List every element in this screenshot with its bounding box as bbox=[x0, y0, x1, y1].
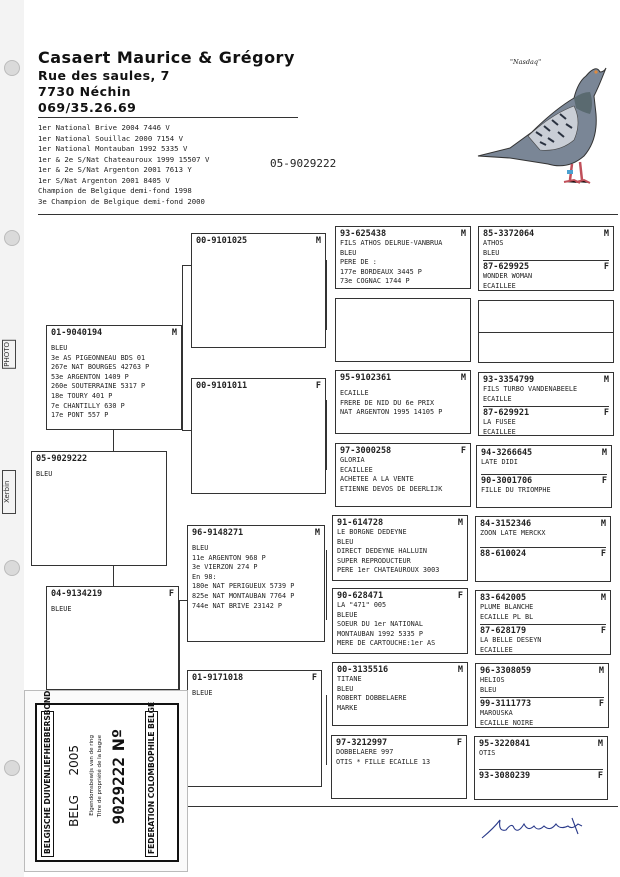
pigeon-detail: BLEU bbox=[192, 544, 209, 552]
ring-number: 00-9101011 bbox=[196, 381, 248, 391]
ring-number: 99-3111773 bbox=[480, 699, 532, 710]
pigeon-detail: En 98: bbox=[192, 572, 217, 581]
pigeon-detail: 180e NAT PERIGUEUX 5739 P bbox=[192, 582, 295, 591]
achievement-item: Champion de Belgique demi-fond 1998 bbox=[38, 186, 192, 195]
sex-marker: F bbox=[600, 548, 606, 559]
ring-number: 94-3266645 bbox=[481, 448, 533, 458]
pigeon-detail: ECAILLEE bbox=[480, 645, 513, 654]
connector bbox=[182, 265, 191, 266]
owner-header bbox=[38, 48, 295, 115]
org-name-dutch: BELGISCHE DUIVENLIEFHEBBERSBOND bbox=[41, 711, 54, 857]
punch-hole bbox=[4, 560, 20, 576]
pigeon-detail: 73e COGNAC 1744 P bbox=[340, 277, 410, 286]
binder-strip bbox=[0, 0, 24, 877]
pigeon-detail: 3e VIERZON 274 P bbox=[192, 563, 258, 572]
owner-street: Rue des saules, 7 bbox=[38, 68, 170, 83]
owner-phone: 069/35.26.69 bbox=[38, 100, 137, 115]
connector bbox=[182, 430, 191, 431]
photo-caption: "Nasdaq" bbox=[510, 58, 542, 66]
ring-number: 97-3212997 bbox=[336, 738, 388, 748]
pigeon-detail: 3e AS PIGEONNEAU BDS 01 bbox=[51, 353, 146, 362]
ring-number: 04-9134219 bbox=[51, 589, 103, 599]
ring-number: 88-610024 bbox=[480, 548, 527, 559]
pedigree-card-g5-pair[interactable] bbox=[475, 516, 611, 582]
pigeon-detail: FRERE DE NID DU 6e PRIX bbox=[340, 398, 435, 407]
pigeon-detail: ATHOS bbox=[483, 239, 504, 247]
pigeon-detail: OTIS * FILLE ECAILLE 13 bbox=[336, 757, 431, 766]
pigeon-detail: NAT ARGENTON 1995 14105 P bbox=[340, 408, 443, 417]
ring-number: 90-3001706 bbox=[481, 475, 533, 486]
sex-marker: F bbox=[601, 475, 607, 486]
ring-certificate bbox=[35, 690, 179, 862]
ring-number: 01-9171018 bbox=[192, 673, 244, 683]
pigeon-detail: ECAILLE PL BL bbox=[480, 612, 534, 621]
pedigree-card-g5-pair[interactable] bbox=[478, 300, 614, 363]
sex-marker: F bbox=[460, 446, 466, 456]
sex-marker: F bbox=[600, 626, 606, 637]
pigeon-detail: HELIOS bbox=[480, 676, 505, 684]
pedigree-card-ddd[interactable] bbox=[331, 735, 467, 799]
ring-number: 84-3152346 bbox=[480, 519, 532, 529]
achievement-item: 1er National Souillac 2000 7154 V bbox=[38, 133, 183, 143]
pigeon-detail: 825e NAT MONTAUBAN 7764 P bbox=[192, 591, 295, 600]
achievement-item: 1er National Brive 2004 7446 V bbox=[38, 123, 170, 132]
pigeon-detail: ECAILLEE bbox=[483, 281, 516, 290]
pedigree-card-sire-sire[interactable] bbox=[191, 233, 326, 348]
pigeon-detail: ECAILLEE bbox=[483, 427, 516, 436]
connector bbox=[326, 695, 327, 765]
pedigree-card-dsd[interactable] bbox=[332, 588, 468, 654]
pigeon-detail: BLEU bbox=[36, 470, 53, 478]
pigeon-detail: PERE 1er CHATEAUROUX 3003 bbox=[337, 566, 440, 575]
ring-note-dutch: Eigendomsbewijs van de ring bbox=[89, 735, 95, 816]
sex-marker: F bbox=[597, 770, 603, 781]
ring-number: 93-3354799 bbox=[483, 375, 535, 385]
punch-hole bbox=[4, 760, 20, 776]
achievement-item: 3e Champion de Belgique demi-fond 2000 bbox=[38, 196, 205, 206]
pigeon-detail: FILS ATHOS DELRUE-VANBRUA bbox=[340, 239, 443, 247]
pigeon-detail: PLUME BLANCHE bbox=[480, 603, 534, 611]
pigeon-detail: DIRECT DEDEYNE HALLUIN bbox=[337, 547, 428, 556]
pigeon-detail: OTIS bbox=[479, 749, 496, 757]
connector bbox=[326, 400, 327, 470]
ring-number: 96-3308059 bbox=[480, 666, 532, 676]
pigeon-detail: 18e TOURY 401 P bbox=[51, 391, 113, 400]
pigeon-detail: 744e NAT BRIVE 23142 P bbox=[192, 601, 283, 610]
ring-number: 95-9102361 bbox=[340, 373, 392, 383]
sex-marker: F bbox=[315, 381, 321, 391]
pedigree-card-ssd[interactable] bbox=[335, 298, 471, 362]
pigeon-detail: MARKE bbox=[337, 703, 358, 712]
ring-number-large: 9029222 bbox=[109, 757, 128, 825]
ring-note-french: Titre de propriété de la bague bbox=[97, 735, 103, 818]
pedigree-card-sds[interactable] bbox=[335, 370, 471, 434]
pigeon-detail: LA "471" 005 bbox=[337, 601, 387, 609]
pedigree-card-sss[interactable] bbox=[335, 226, 471, 289]
ring-number: 95-3220841 bbox=[479, 739, 531, 749]
sex-marker: M bbox=[597, 739, 603, 749]
pigeon-detail: FILLE DU TRIOMPHE bbox=[481, 485, 551, 494]
sex-marker: F bbox=[311, 673, 317, 683]
ring-number: 00-9101025 bbox=[196, 236, 248, 246]
connector bbox=[326, 260, 327, 330]
punch-hole bbox=[4, 230, 20, 246]
pedigree-card-sire[interactable] bbox=[46, 325, 182, 430]
pigeon-icon bbox=[470, 52, 618, 192]
achievement-list bbox=[38, 123, 209, 207]
sex-marker: F bbox=[457, 591, 463, 601]
pigeon-detail: DOBBELAERE 997 bbox=[336, 748, 394, 756]
pigeon-detail: MAROUSKA bbox=[480, 709, 513, 718]
pigeon-detail: MERE DE CARTOUCHE:1er AS bbox=[337, 639, 436, 648]
ring-number: 96-9148271 bbox=[192, 528, 244, 538]
ring-number: 05-9029222 bbox=[36, 454, 88, 464]
pigeon-detail: SOEUR DU 1er NATIONAL bbox=[337, 620, 423, 629]
sex-marker: M bbox=[314, 528, 320, 538]
pigeon-detail: FILS TURBO VANDENABEELE bbox=[483, 385, 578, 393]
ring-number: 87-629921 bbox=[483, 408, 530, 419]
pedigree-card-dss[interactable] bbox=[332, 515, 468, 581]
pedigree-card-g5-pair[interactable] bbox=[476, 445, 612, 508]
pedigree-card-g5-pair[interactable] bbox=[475, 663, 609, 728]
pedigree-card-g5-pair[interactable] bbox=[478, 226, 614, 291]
sex-marker: M bbox=[598, 666, 604, 676]
pigeon-detail: SUPER REPRODUCTEUR bbox=[337, 556, 411, 565]
signature bbox=[478, 812, 608, 842]
pigeon-detail: ETIENNE DEVOS DE DEERLIJK bbox=[340, 484, 443, 493]
pigeon-detail: LA BELLE DESEYN bbox=[480, 636, 542, 645]
ring-number: 91-614728 bbox=[337, 518, 384, 528]
achievement-item: 1er & 2e S/Nat Chateauroux 1999 15507 V bbox=[38, 154, 210, 164]
pigeon-detail: LA FUSEE bbox=[483, 418, 516, 427]
ring-number: 01-9040194 bbox=[51, 328, 103, 338]
connector bbox=[113, 430, 114, 451]
connector bbox=[113, 566, 114, 586]
pigeon-detail: ECAILLEE bbox=[340, 465, 373, 474]
sex-marker: M bbox=[315, 236, 321, 246]
pedigree-card-subject[interactable] bbox=[31, 451, 167, 566]
main-ring-number: 05-9029222 bbox=[270, 157, 337, 170]
pedigree-card-dam[interactable] bbox=[46, 586, 179, 690]
pigeon-detail: ECAILLE bbox=[340, 389, 369, 397]
pedigree-card-g5-pair[interactable] bbox=[478, 372, 614, 436]
pigeon-detail: ACHETEE A LA VENTE bbox=[340, 475, 414, 484]
sex-marker: M bbox=[601, 448, 607, 458]
pigeon-detail: BLEU bbox=[337, 684, 354, 693]
pigeon-detail: 260e SOUTERRAINE 5317 P bbox=[51, 382, 146, 391]
achievement-item: 1er & 2e S/Nat Argenton 2001 7613 Y bbox=[38, 165, 192, 174]
pedigree-top-rule bbox=[38, 214, 618, 215]
pigeon-detail: MONTAUBAN 1992 5335 P bbox=[337, 629, 423, 638]
ring-number: 97-3000258 bbox=[340, 446, 392, 456]
connector bbox=[179, 600, 187, 601]
side-mark-photo: PHOTO bbox=[2, 340, 16, 369]
sex-marker: M bbox=[603, 375, 609, 385]
pigeon-detail: BLEUE bbox=[51, 605, 72, 613]
pedigree-card-g5-pair[interactable] bbox=[475, 590, 611, 655]
pigeon-detail: 177e BORDEAUX 3445 P bbox=[340, 267, 422, 276]
pigeon-detail: BLEU bbox=[340, 248, 357, 257]
sex-marker: M bbox=[600, 593, 606, 603]
pigeon-detail: 7e CHANTILLY 630 P bbox=[51, 401, 125, 410]
pigeon-detail: BLEUE bbox=[337, 610, 358, 619]
pigeon-detail: LATE DIDI bbox=[481, 458, 518, 466]
pedigree-card-sdd[interactable] bbox=[335, 443, 471, 507]
ring-year: 2005 bbox=[67, 745, 81, 776]
pedigree-bottom-rule bbox=[188, 806, 618, 807]
ring-number-prefix: Nº bbox=[109, 729, 128, 752]
ring-ownership-card bbox=[24, 690, 188, 872]
sex-marker: M bbox=[171, 328, 177, 338]
pigeon-detail: 53e ARGENTON 1409 P bbox=[51, 372, 129, 381]
side-mark-signature: Xerbin bbox=[2, 470, 16, 514]
sex-marker: M bbox=[460, 373, 466, 383]
pedigree-card-dds[interactable] bbox=[332, 662, 468, 726]
sex-marker: M bbox=[600, 519, 606, 529]
pigeon-detail: BLEU bbox=[51, 344, 68, 352]
header-rule bbox=[38, 117, 298, 118]
sex-marker: F bbox=[603, 262, 609, 273]
owner-city: 7730 Néchin bbox=[38, 84, 132, 99]
pigeon-detail: PERE DE : bbox=[340, 258, 377, 267]
pigeon-detail: WONDER WOMAN bbox=[483, 272, 533, 281]
ring-number: 00-3135516 bbox=[337, 665, 389, 675]
ring-number: 90-628471 bbox=[337, 591, 384, 601]
owner-name: Casaert Maurice & Grégory bbox=[38, 48, 295, 67]
connector bbox=[326, 550, 327, 620]
pigeon-detail: TITANE bbox=[337, 675, 362, 683]
ring-number: 93-625438 bbox=[340, 229, 387, 239]
pigeon-detail: ROBERT DOBBELAERE bbox=[337, 694, 407, 703]
org-name-french: FEDERATION COLOMBOPHILE BELGE bbox=[145, 711, 158, 857]
achievement-item: 1er S/Nat Argenton 2001 8405 V bbox=[38, 175, 170, 185]
pedigree-card-g5-pair[interactable] bbox=[474, 736, 608, 800]
punch-hole bbox=[4, 60, 20, 76]
ring-number: 87-629925 bbox=[483, 262, 530, 273]
pigeon-detail: LE BORGNE DEDEYNE bbox=[337, 528, 407, 536]
pigeon-detail: BLEU bbox=[480, 685, 497, 694]
pigeon-detail: 17e PONT 557 P bbox=[51, 411, 109, 420]
pigeon-detail: BLEU bbox=[337, 537, 354, 546]
sex-marker: F bbox=[598, 699, 604, 710]
ring-country: BELG bbox=[67, 795, 81, 827]
empty-slot bbox=[479, 301, 613, 333]
pedigree-card-dam-dam[interactable] bbox=[187, 670, 322, 787]
ring-number: 83-642005 bbox=[480, 593, 527, 603]
sex-marker: M bbox=[457, 665, 463, 675]
sex-marker: M bbox=[457, 518, 463, 528]
pigeon-detail: BLEU bbox=[483, 248, 500, 257]
sex-marker: F bbox=[168, 589, 174, 599]
sex-marker: M bbox=[460, 229, 466, 239]
pedigree-card-dam-sire[interactable] bbox=[187, 525, 325, 642]
pigeon-detail: ECAILLE bbox=[483, 394, 512, 403]
ring-number: 85-3372064 bbox=[483, 229, 535, 239]
pigeon-detail: 267e NAT BOURGES 42763 P bbox=[51, 363, 150, 372]
connector bbox=[182, 265, 183, 430]
achievement-item: 1er National Montauban 1992 5335 V bbox=[38, 144, 188, 153]
ring-number: 87-628179 bbox=[480, 626, 527, 637]
ring-number: 93-3080239 bbox=[479, 770, 531, 781]
sex-marker: F bbox=[603, 408, 609, 419]
pigeon-detail: ZOON LATE MERCKX bbox=[480, 529, 546, 537]
sex-marker: M bbox=[603, 229, 609, 239]
pedigree-card-sire-dam[interactable] bbox=[191, 378, 326, 494]
pigeon-detail: BLEUE bbox=[192, 689, 213, 697]
sex-marker: F bbox=[456, 738, 462, 748]
pigeon-detail: GLORIA bbox=[340, 456, 365, 464]
pigeon-detail: 11e ARGENTON 968 P bbox=[192, 553, 266, 562]
pigeon-detail: ECAILLE NOIRE bbox=[480, 718, 534, 727]
pigeon-photo bbox=[470, 52, 618, 192]
